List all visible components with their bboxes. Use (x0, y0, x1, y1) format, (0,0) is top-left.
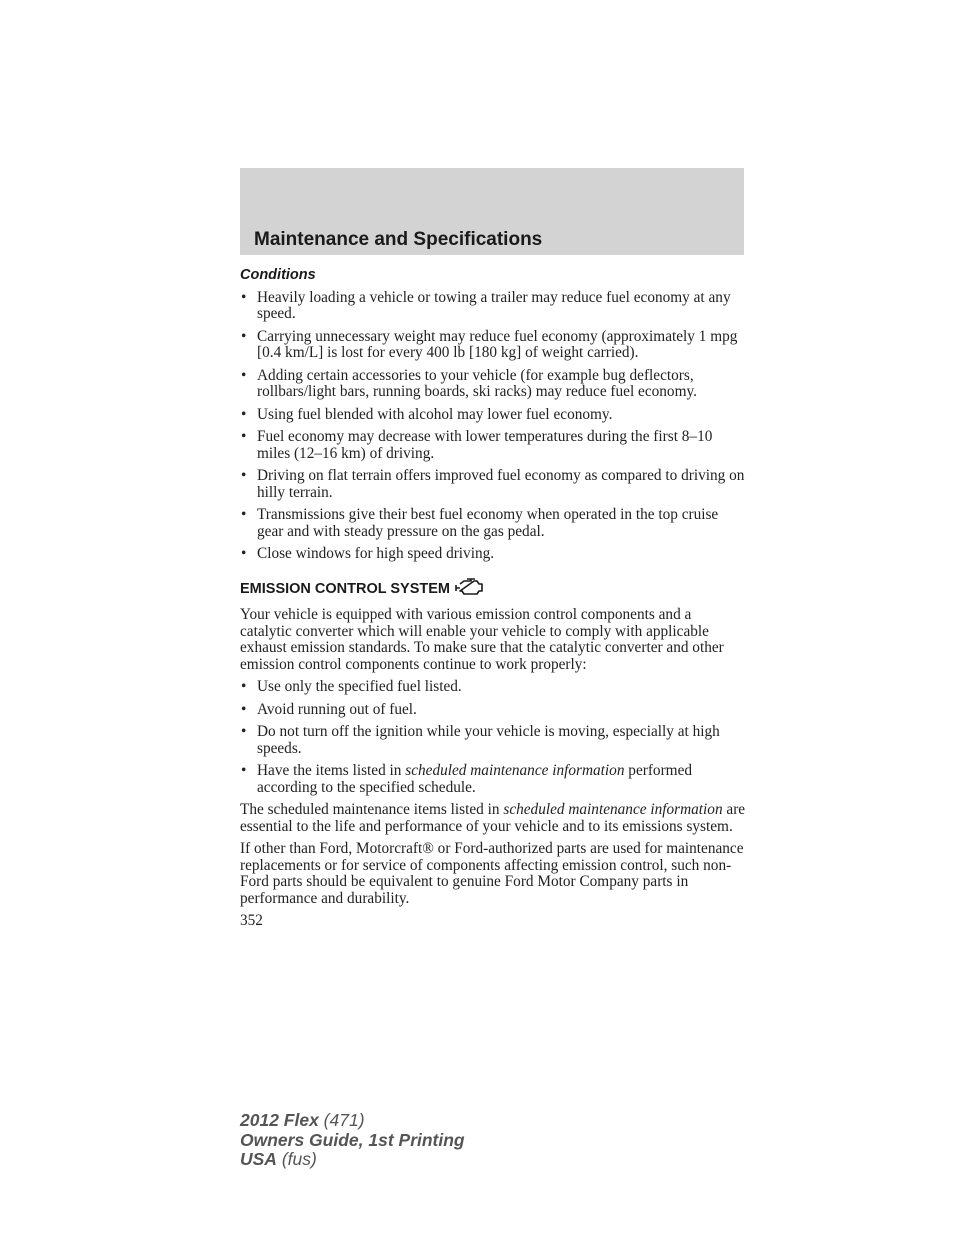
list-item: • Avoid running out of fuel. (240, 702, 746, 719)
page-number: 352 (240, 912, 263, 929)
emission-paragraph-2: The scheduled maintenance items listed in scheduled maintenance information are essential to the life and performance of your vehicle and to its emissions system. (240, 801, 746, 835)
emission-paragraph-3: If other than Ford, Motorcraft® or Ford-authorized parts are used for maintenance replacements or for service of components affecting emission control, such non-Ford parts should be equivalent to genuine Ford Motor Company parts in performance and durability. (240, 840, 744, 907)
cross-reference: scheduled maintenance information (503, 801, 723, 818)
footer-line-2: Owners Guide, 1st Printing (240, 1129, 465, 1150)
emission-heading (240, 577, 746, 602)
section-title: Maintenance and Specifications (254, 229, 543, 250)
conditions-list (240, 290, 746, 563)
list-item: • Driving on flat terrain offers improved fuel economy as compared to driving on hilly terrain. (240, 468, 746, 501)
list-item: • Transmissions give their best fuel economy when operated in the top cruise gear and with steady pressure on the gas pedal. (240, 507, 746, 540)
emission-list (240, 679, 746, 796)
list-item: • Close windows for high speed driving. (240, 546, 746, 563)
footer-line-1: 2012 Flex (471) (240, 1110, 365, 1130)
list-item: • Using fuel blended with alcohol may lower fuel economy. (240, 407, 746, 424)
page-content (240, 267, 746, 930)
footer-line-3: USA (fus) (240, 1149, 317, 1169)
emission-heading-text: EMISSION CONTROL SYSTEM (240, 580, 451, 597)
cross-reference: scheduled maintenance information (405, 762, 625, 779)
list-item: • Have the items listed in scheduled maintenance information performed according to the specified schedule. (240, 763, 746, 796)
emission-intro: Your vehicle is equipped with various emission control components and a catalytic converter which will enable your vehicle to comply with applicable exhaust emission standards. To make sure that the catalytic converter and other emission control components continue to work properly: (240, 606, 724, 673)
document-footer (240, 1111, 465, 1170)
section-header-band (240, 168, 744, 255)
list-item: • Adding certain accessories to your vehicle (for example bug deflectors, rollbars/light bars, running boards, ski racks) may reduce fuel economy. (240, 368, 746, 401)
list-item: • Use only the specified fuel listed. (240, 679, 746, 696)
list-item: • Fuel economy may decrease with lower temperatures during the first 8–10 miles (12–16 km) of driving. (240, 429, 746, 462)
list-item: • Heavily loading a vehicle or towing a trailer may reduce fuel economy at any speed. (240, 290, 746, 323)
check-engine-icon (454, 577, 484, 602)
list-item: • Carrying unnecessary weight may reduce fuel economy (approximately 1 mpg [0.4 km/L] is lost for every 400 lb [180 kg] of weight carried). (240, 329, 746, 362)
list-item: • Do not turn off the ignition while your vehicle is moving, especially at high speeds. (240, 724, 746, 757)
conditions-heading: Conditions (240, 267, 316, 283)
